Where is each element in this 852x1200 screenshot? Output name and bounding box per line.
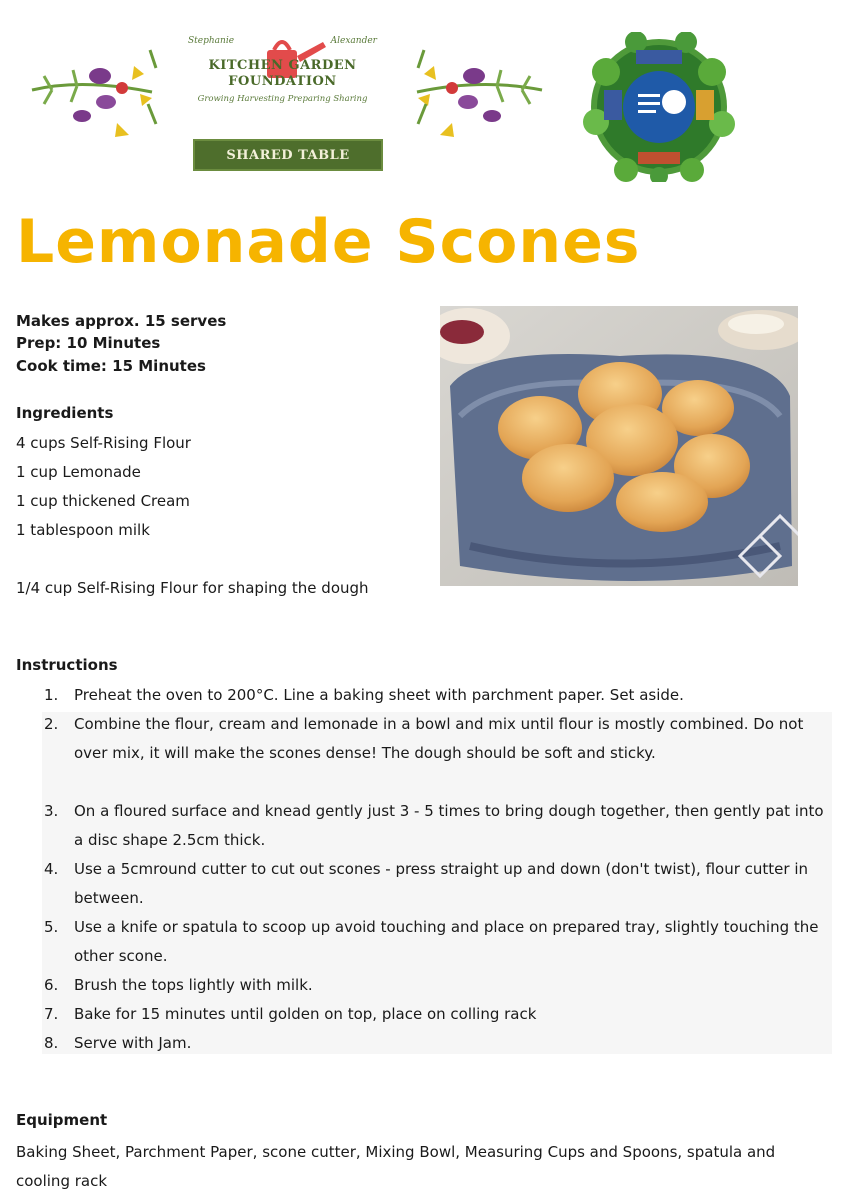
step-text: Serve with Jam. — [74, 1034, 192, 1052]
equipment-text: Baking Sheet, Parchment Paper, scone cutter, Mixing Bowl, Measuring Cups and Spoons, spatula and cooling rack — [16, 1143, 776, 1190]
scones-photo — [440, 306, 798, 586]
right-floral-decoration — [417, 50, 542, 137]
serves-text: Makes approx. 15 serves — [16, 312, 227, 330]
ingredient-item: 1 cup Lemonade — [16, 463, 141, 481]
cook-time-text: Cook time: 15 Minutes — [16, 357, 206, 375]
step-number: 6. — [44, 976, 59, 994]
step-text: On a floured surface and knead gently just 3 - 5 times to bring dough together, then gently pat into a disc shape 2.5cm thick. — [74, 802, 824, 849]
step-number: 7. — [44, 1005, 59, 1023]
ingredient-item: 4 cups Self-Rising Flour — [16, 434, 191, 452]
recipe-title: Lemonade Scones — [16, 207, 641, 277]
left-floral-decoration — [32, 50, 156, 137]
kgf-logo-text — [160, 36, 405, 104]
step-number: 2. — [44, 715, 59, 733]
step-text: Combine the flour, cream and lemonade in a bowl and mix until flour is mostly combined. Do not over mix, it will make the scones dense! The dough should be soft and sticky. — [74, 715, 804, 762]
step-text: Preheat the oven to 200°C. Line a baking sheet with parchment paper. Set aside. — [74, 686, 684, 704]
ingredient-extra: 1/4 cup Self-Rising Flour for shaping the dough — [16, 579, 369, 597]
step-text: Use a knife or spatula to scoop up avoid touching and place on prepared tray, slightly touching the other scone. — [74, 918, 819, 965]
tree-emblem-icon — [662, 90, 686, 114]
step-number: 3. — [44, 802, 59, 820]
ingredient-item: 1 tablespoon milk — [16, 521, 150, 539]
equipment-heading: Equipment — [16, 1111, 108, 1129]
ingredient-item: 1 cup thickened Cream — [16, 492, 190, 510]
step-number: 8. — [44, 1034, 59, 1052]
step-text: Brush the tops lightly with milk. — [74, 976, 313, 994]
kgf-name-line1: KITCHEN GARDEN — [208, 58, 357, 73]
kgf-name-line2: FOUNDATION — [228, 74, 337, 89]
prep-time-text: Prep: 10 Minutes — [16, 334, 161, 352]
kgf-tagline: Growing Harvesting Preparing Sharing — [197, 94, 368, 104]
step-text: Bake for 15 minutes until golden on top, place on colling rack — [74, 1005, 537, 1023]
step-text: Use a 5cmround cutter to cut out scones - press straight up and down (don't twist), flour cutter in between. — [74, 860, 809, 907]
kgf-small-right: Alexander — [330, 36, 377, 46]
ingredients-heading: Ingredients — [16, 404, 114, 422]
step-number: 4. — [44, 860, 59, 878]
instructions-heading: Instructions — [16, 656, 118, 674]
step-number: 1. — [44, 686, 59, 704]
school-emblem-logo — [576, 32, 742, 182]
kgf-small-left: Stephanie — [188, 36, 235, 46]
step-number: 5. — [44, 918, 59, 936]
shared-table-badge: SHARED TABLE — [193, 139, 383, 171]
